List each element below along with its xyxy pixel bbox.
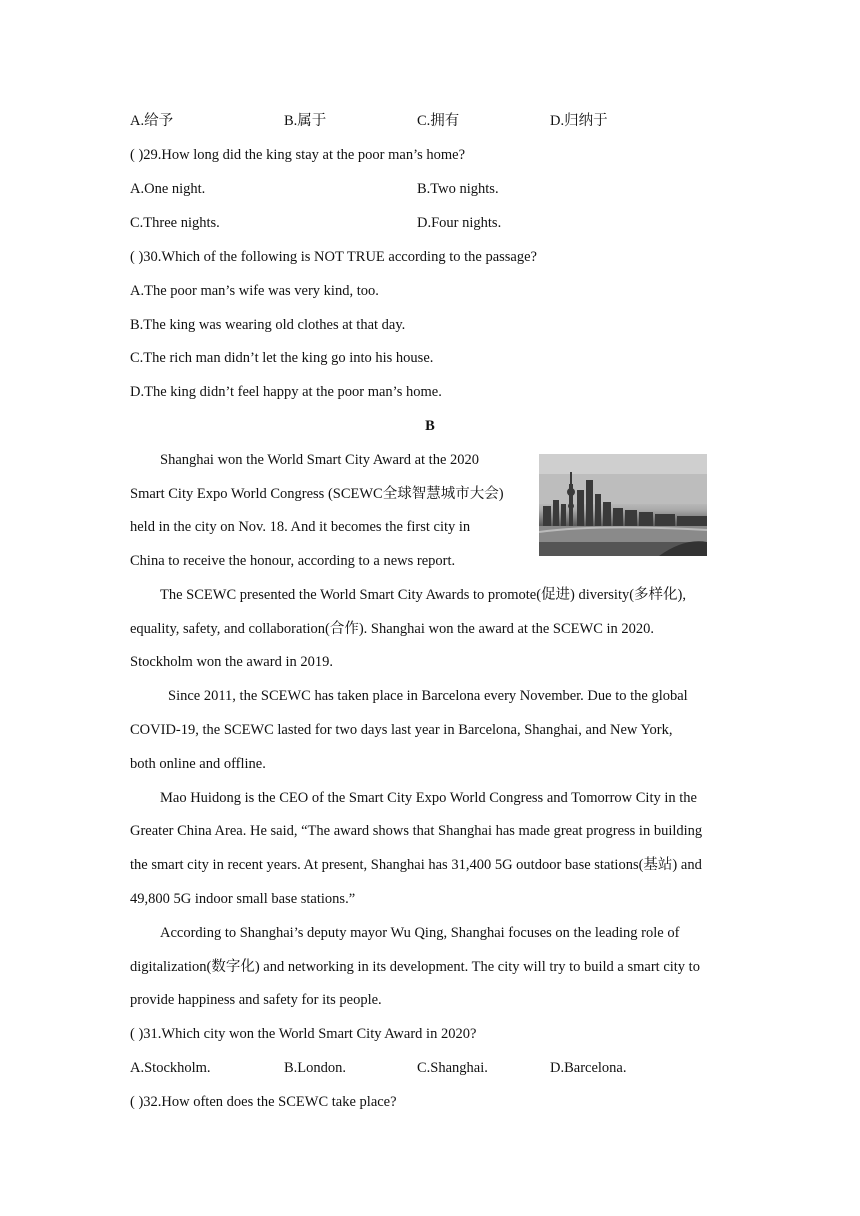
passage-p5-line-3: provide happiness and safety for its people. (130, 992, 382, 1008)
passage-p1-line-4: China to receive the honour, according to a news report. (130, 553, 456, 569)
q30-option-c: C.The rich man didn’t let the king go into his house. (130, 350, 434, 366)
q29-option-a: A.One night. (130, 181, 206, 197)
passage-p4-line-1: Mao Huidong is the CEO of the Smart City Expo World Congress and Tomorrow City in the (160, 790, 697, 806)
q28-option-a: A.给予 (130, 113, 174, 129)
passage-p2-line-3: Stockholm won the award in 2019. (130, 654, 333, 670)
q28-option-d: D.归纳于 (550, 113, 608, 129)
passage-p3-line-1: Since 2011, the SCEWC has taken place in Barcelona every November. Due to the global (168, 688, 688, 704)
q32-stem: ( )32.How often does the SCEWC take place? (130, 1094, 397, 1110)
q31-option-c: C.Shanghai. (417, 1060, 488, 1076)
q29-option-d: D.Four nights. (417, 215, 502, 231)
q29-option-c: C.Three nights. (130, 215, 220, 231)
passage-p4-line-2: Greater China Area. He said, “The award shows that Shanghai has made great progress in building (130, 823, 703, 839)
q31-option-a: A.Stockholm. (130, 1060, 211, 1076)
q29-stem: ( )29.How long did the king stay at the poor man’s home? (130, 147, 466, 163)
q29-option-b: B.Two nights. (417, 181, 499, 197)
passage-p1-line-3: held in the city on Nov. 18. And it becomes the first city in (130, 519, 471, 535)
q31-stem: ( )31.Which city won the World Smart City Award in 2020? (130, 1026, 477, 1042)
passage-p3-line-2: COVID-19, the SCEWC lasted for two days last year in Barcelona, Shanghai, and New York, (130, 722, 673, 738)
passage-p4-line-4: 49,800 5G indoor small base stations.” (130, 891, 356, 907)
q30-option-b: B.The king was wearing old clothes at that day. (130, 317, 406, 333)
section-title: B (425, 418, 435, 434)
q30-option-a: A.The poor man’s wife was very kind, too. (130, 283, 379, 299)
q30-stem: ( )30.Which of the following is NOT TRUE according to the passage? (130, 249, 537, 265)
passage-p1-line-1: Shanghai won the World Smart City Award at the 2020 (160, 452, 480, 468)
q31-option-d: D.Barcelona. (550, 1060, 627, 1076)
passage-p3-line-3: both online and offline. (130, 756, 266, 772)
shanghai-skyline-photo (539, 454, 707, 556)
passage-p2-line-2: equality, safety, and collaboration(合作). Shanghai won the award at the SCEWC in 2020. (130, 621, 655, 637)
q28-option-c: C.拥有 (417, 113, 460, 129)
passage-p5-line-2: digitalization(数字化) and networking in its development. The city will try to build a smart city to (130, 959, 700, 975)
q31-option-b: B.London. (284, 1060, 347, 1076)
q28-option-b: B.属于 (284, 113, 327, 129)
passage-p1-line-2: Smart City Expo World Congress (SCEWC全球智慧城市大会) (130, 486, 504, 502)
passage-p2-line-1: The SCEWC presented the World Smart City Awards to promote(促进) diversity(多样化), (160, 587, 686, 603)
q30-option-d: D.The king didn’t feel happy at the poor man’s home. (130, 384, 442, 400)
passage-p5-line-1: According to Shanghai’s deputy mayor Wu Qing, Shanghai focuses on the leading role of (160, 925, 680, 941)
passage-p4-line-3: the smart city in recent years. At present, Shanghai has 31,400 5G outdoor base stations(基站) and (130, 857, 702, 873)
